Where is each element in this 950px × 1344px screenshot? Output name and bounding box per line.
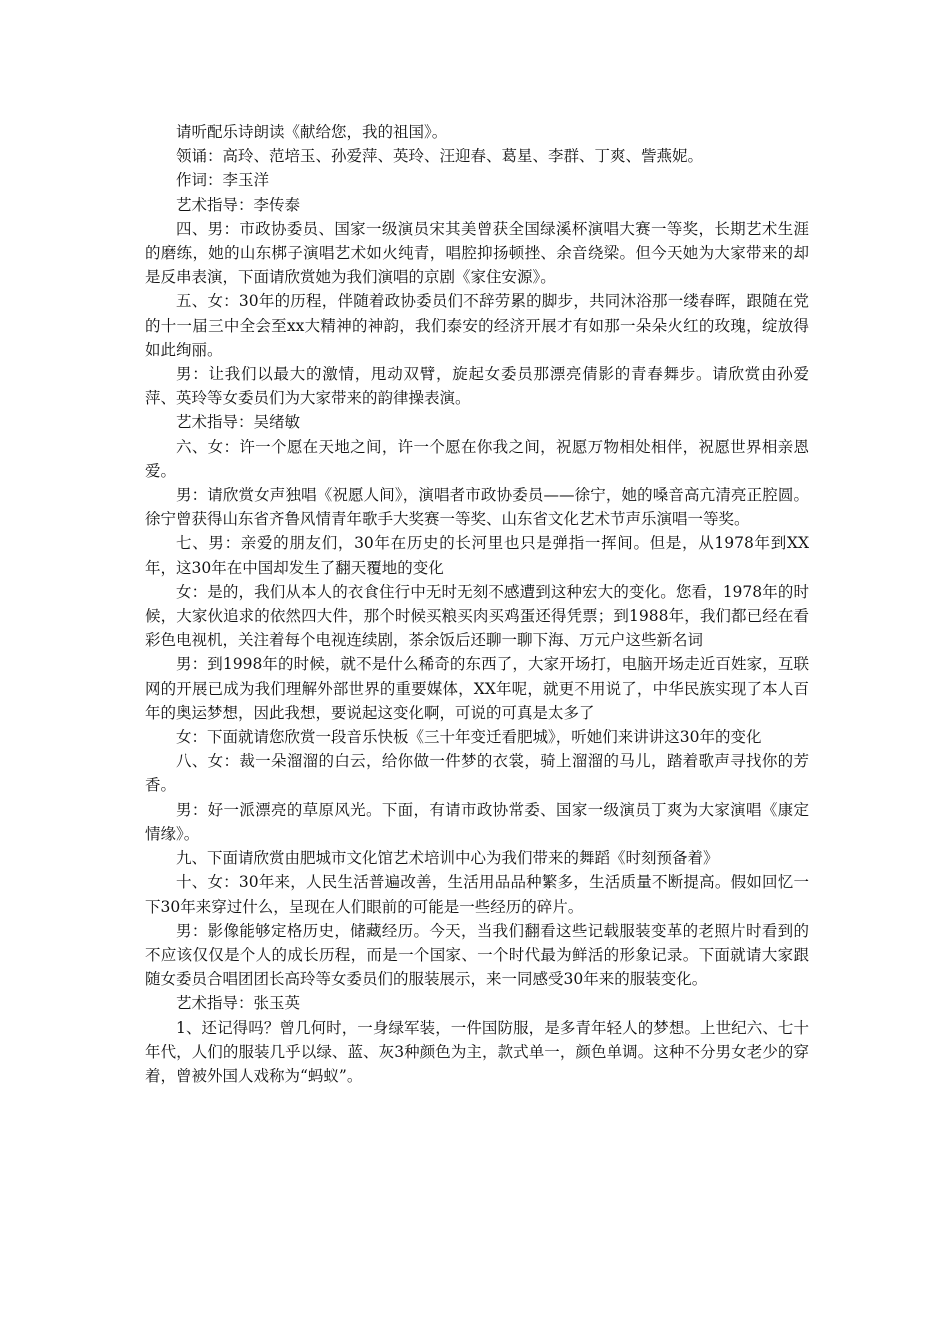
paragraph-male-1998: 男：到1998年的时候，就不是什么稀奇的东西了，大家开场打，电脑开场走近百姓家，互联网的开展已成为我们理解外部世界的重要媒体，XX年呢，就更不用说了，中华民族实现了本人百年的奥运梦想，因此我想，要说起这变化啊，可说的可真是太多了 (145, 655, 809, 722)
paragraph-section-five: 五、女：30年的历程，伴随着政协委员们不辞劳累的脚步，共同沐浴那一缕春晖，跟随在党的十一届三中全会至xx大精神的神韵，我们泰安的经济开展才有如那一朵朵火红的玫瑰，绽放得如此绚丽。 (145, 292, 809, 359)
paragraph-reciters: 领诵：高玲、范培玉、孙爱萍、英玲、汪迎春、葛星、李群、丁爽、訾燕妮。 (176, 147, 704, 166)
paragraph-section-eight: 八、女：裁一朵溜溜的白云，给你做一件梦的衣裳，骑上溜溜的马儿，踏着歌声寻找你的芳香。 (145, 752, 809, 795)
paragraph-section-ten: 十、女：30年来，人民生活普遍改善，生活用品品种繁多，生活质量不断提高。假如回忆一下30年来穿过什么，呈现在人们眼前的可能是一些经历的碎片。 (145, 873, 809, 916)
paragraph-item-one: 1、还记得吗？曾几何时，一身绿军装，一件国防服，是多青年轻人的梦想。上世纪六、七十年代，人们的服装几乎以绿、蓝、灰3种颜色为主，款式单一，颜色单调。这种不分男女老少的穿着，曾被外国人戏称为“蚂蚁”。 (145, 1018, 809, 1085)
paragraph-poem-intro: 请听配乐诗朗读《献给您，我的祖国》。 (176, 123, 448, 141)
paragraph-male-rhythm: 男：让我们以最大的激情，甩动双臂，旋起女委员那漂亮倩影的青春舞步。请欣赏由孙爱萍、英玲等女委员们为大家带来的韵律操表演。 (145, 365, 809, 408)
paragraph-male-fashion: 男：影像能够定格历史，储藏经历。今天，当我们翻看这些记载服装变革的老照片时看到的不应该仅仅是个人的成长历程，而是一个国家、一个时代最为鲜活的形象记录。下面就请大家跟随女委员合唱团团长高玲等女委员们的服装展示，来一同感受30年来的服装变化。 (145, 921, 809, 989)
paragraph-lyricist: 作词：李玉洋 (176, 171, 270, 190)
paragraph-female-change: 女：是的，我们从本人的衣食住行中无时无刻不感遭到这种宏大的变化。您看，1978年的时候，大家伙追求的依然四大件，那个时候买粮买肉买鸡蛋还得凭票；到1988年，我们都已经在看彩色电视机，关注着每个电视连续剧，茶余饭后还聊一聊下海、万元户这些新名词 (145, 582, 809, 650)
paragraph-male-solo: 男：请欣赏女声独唱《祝愿人间》，演唱者市政协委员——徐宁，她的嗓音高亢清亮正腔圆。徐宁曾获得山东省齐鲁风情青年歌手大奖赛一等奖、山东省文化艺术节声乐演唱一等奖。 (145, 486, 809, 529)
document-body (145, 120, 809, 1088)
paragraph-male-grassland: 男：好一派漂亮的草原风光。下面，有请市政协常委、国家一级演员丁爽为大家演唱《康定情缘》。 (145, 800, 809, 843)
paragraph-art-director: 艺术指导：吴绪敏 (176, 413, 301, 432)
paragraph-section-six: 六、女：许一个愿在天地之间，许一个愿在你我之间，祝愿万物相处相伴，祝愿世界相亲恩爱。 (145, 437, 809, 480)
paragraph-section-four: 四、男：市政协委员、国家一级演员宋其美曾获全国绿溪杯演唱大赛一等奖，长期艺术生涯的磨练，她的山东梆子演唱艺术如火纯青，唱腔抑扬顿挫、余音绕梁。但今天她为大家带来的却是反串表演，下面请欣赏她为我们演唱的京剧《家住安源》。 (145, 219, 809, 287)
paragraph-section-nine: 九、下面请欣赏由肥城市文化馆艺术培训中心为我们带来的舞蹈《时刻预备着》 (176, 849, 719, 868)
paragraph-female-kuaiban: 女：下面就请您欣赏一段音乐快板《三十年变迁看肥城》，听她们来讲讲这30年的变化 (176, 728, 762, 747)
paragraph-section-seven: 七、男：亲爱的朋友们，30年在历史的长河里也只是弹指一挥间。但是，从1978年到XX年，这30年在中国却发生了翻天覆地的变化 (145, 534, 809, 577)
paragraph-art-director: 艺术指导：张玉英 (176, 994, 301, 1013)
paragraph-art-director: 艺术指导：李传泰 (176, 195, 301, 214)
